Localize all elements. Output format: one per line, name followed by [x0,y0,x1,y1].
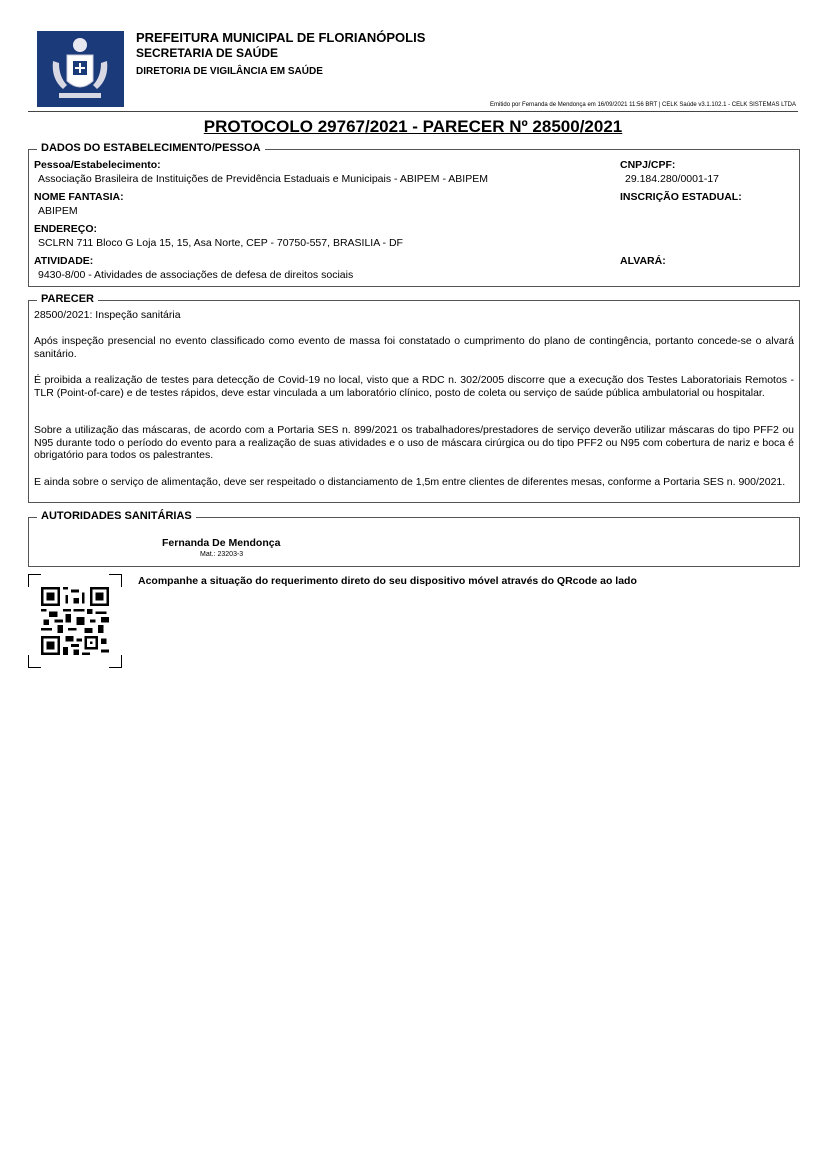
cnpj-label: CNPJ/CPF: [620,159,676,171]
address-label: ENDEREÇO: [34,223,98,235]
state-registration-label: INSCRIÇÃO ESTADUAL: [620,191,742,203]
permit-label: ALVARÁ: [620,255,666,267]
qr-code-frame [28,574,122,668]
org-directorate: DIRETORIA DE VIGILÂNCIA EM SAÚDE [136,66,323,77]
activity-value: 9430-8/00 - Atividades de associações de defesa de direitos sociais [38,269,354,281]
org-secretariat: SECRETARIA DE SAÚDE [136,46,279,60]
fantasy-value: ABIPEM [38,205,78,217]
authority-name: Fernanda De Mendonça [162,537,281,549]
frame-corner [28,574,41,587]
qr-code-icon[interactable] [41,587,109,655]
opinion-paragraph: É proibida a realização de testes para detecção de Covid-19 no local, visto que a RDC n. 302/2005 discorre que a execução dos Testes Laboratoriais Remotos - TLR (Point-of-care) e de testes rápidos, deve estar vinculada a um laboratório clínico, posto de coleta ou serviço de saúde pública ambulatorial ou hospitalar. [34,374,794,399]
qr-code-caption: Acompanhe a situação do requerimento direto do seu dispositivo móvel através do QRcode ao lado [138,575,637,587]
authority-registration: Mat.: 23203-3 [200,551,244,558]
frame-corner [109,655,122,668]
opinion-paragraph: Sobre a utilização das máscaras, de acordo com a Portaria SES n. 899/2021 os trabalhadores/prestadores de serviço deverão utilizar máscaras do tipo PFF2 ou N95 durante todo o período do evento para a realização de suas atividades e o uso de máscara cirúrgica ou do tipo PFF2 ou N95 com cobertura de nariz e boca é obrigatório para todos os palestrantes. [34,424,794,461]
opinion-paragraph: E ainda sobre o serviço de alimentação, deve ser respeitado o distanciamento de 1,5m entre clientes de diferentes mesas, conforme a Portaria SES n. 900/2021. [34,476,786,488]
emission-info: Emitido por Fernanda de Mendonça em 16/09/2021 11:56 BRT | CELK Saúde v3.1.102.1 - CELK SISTEMAS LTDA [490,102,796,108]
cnpj-value: 29.184.280/0001-17 [625,173,720,185]
person-value: Associação Brasileira de Instituições de Previdência Estaduais e Municipais - ABIPEM - ABIPEM [38,173,488,185]
frame-corner [28,655,41,668]
coat-of-arms-icon [37,31,124,107]
opinion-paragraph: Após inspeção presencial no evento classificado como evento de massa foi constatado o cumprimento do plano de contingência, portanto concede-se o alvará sanitário. [34,335,794,360]
header-divider [28,111,798,112]
person-label: Pessoa/Estabelecimento: [34,159,161,171]
establishment-legend: DADOS DO ESTABELECIMENTO/PESSOA [37,142,265,154]
frame-corner [109,574,122,587]
opinion-paragraph: 28500/2021: Inspeção sanitária [34,309,181,321]
document-title [0,117,826,137]
address-value: SCLRN 711 Bloco G Loja 15, 15, Asa Norte, CEP - 70750-557, BRASILIA - DF [38,237,403,249]
city-coat-of-arms-logo [37,31,124,107]
opinion-section [28,293,800,503]
fantasy-label: NOME FANTASIA: [34,191,124,203]
authorities-legend: AUTORIDADES SANITÁRIAS [37,510,196,522]
activity-label: ATIVIDADE: [34,255,94,267]
establishment-section [28,142,800,287]
document-title-text: PROTOCOLO 29767/2021 - PARECER Nº 28500/2021 [203,117,623,136]
org-name: PREFEITURA MUNICIPAL DE FLORIANÓPOLIS [136,30,426,45]
authorities-section [28,510,800,567]
opinion-legend: PARECER [37,293,98,305]
